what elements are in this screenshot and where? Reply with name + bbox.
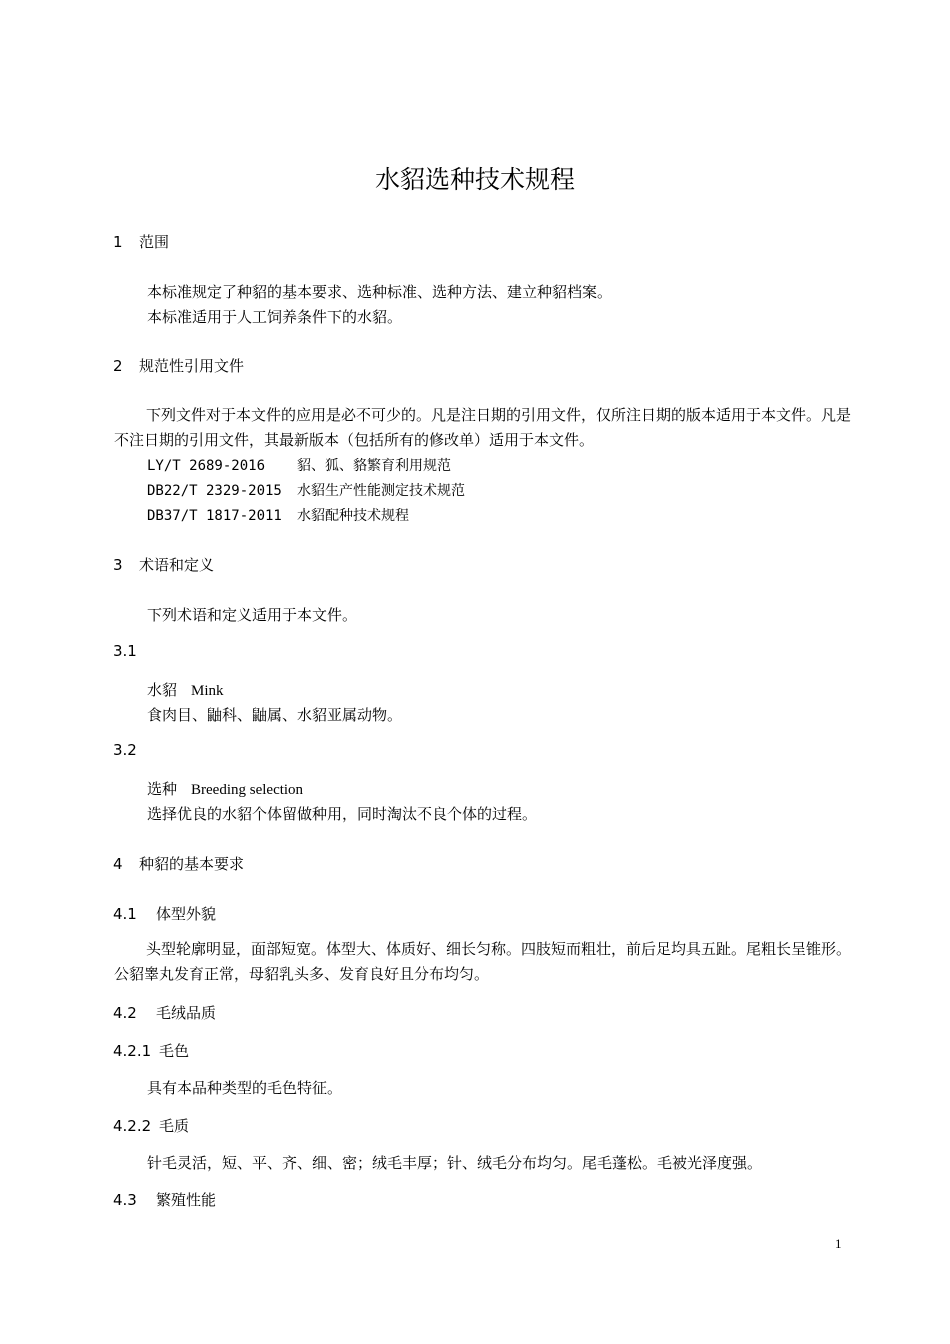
subsection-title: 毛色 — [159, 1042, 190, 1060]
term-entry — [147, 679, 224, 700]
subsection-title: 毛绒品质 — [156, 1004, 217, 1022]
subsection-4-2-1-heading — [113, 1040, 189, 1061]
section-number: 2 — [113, 357, 123, 375]
term-english: Mink — [191, 683, 224, 699]
term-number: 3.2 — [113, 741, 137, 759]
reference-title: 水貂生产性能测定技术规范 — [297, 483, 465, 499]
reference-code: DB22/T 2329-2015 — [147, 483, 282, 499]
subsection-4-2-heading — [113, 1002, 216, 1023]
paragraph: 头型轮廓明显，面部短宽。体型大、体质好、细长匀称。四肢短而粗壮，前后足均具五趾。尾粗长呈锥形。公貂睾丸发育正常，母貂乳头多、发育良好且分布均匀。 — [114, 940, 852, 983]
document-title: 水貂选种技术规程 — [374, 165, 575, 194]
paragraph: 下列术语和定义适用于本文件。 — [147, 606, 358, 624]
reference-title: 貂、狐、貉繁育利用规范 — [297, 458, 451, 474]
paragraph: 本标准适用于人工饲养条件下的水貂。 — [147, 308, 403, 326]
section-1-heading — [113, 231, 169, 252]
section-2-heading — [113, 355, 244, 376]
subsection-number: 4.2.1 — [113, 1042, 152, 1060]
section-number: 4 — [113, 855, 123, 873]
paragraph: 具有本品种类型的毛色特征。 — [147, 1079, 343, 1097]
term-chinese: 选种 — [147, 780, 178, 798]
reference-code: DB37/T 1817-2011 — [147, 508, 282, 524]
subsection-title: 毛质 — [159, 1117, 190, 1135]
subsection-number: 4.3 — [113, 1191, 137, 1209]
section-title: 规范性引用文件 — [139, 357, 245, 375]
section-3-heading — [113, 554, 214, 575]
subsection-number: 4.2 — [113, 1004, 137, 1022]
subsection-4-1-heading — [113, 903, 216, 924]
reference-item — [147, 455, 451, 475]
reference-code: LY/T 2689-2016 — [147, 458, 266, 474]
term-definition: 食肉目、鼬科、鼬属、水貂亚属动物。 — [147, 706, 403, 724]
subsection-title: 繁殖性能 — [156, 1191, 217, 1209]
reference-item — [147, 480, 465, 500]
paragraph: 针毛灵活，短、平、齐、细、密；绒毛丰厚；针、绒毛分布均匀。尾毛蓬松。毛被光泽度强。 — [147, 1154, 763, 1172]
paragraph: 下列文件对于本文件的应用是必不可少的。凡是注日期的引用文件，仅所注日期的版本适用于本文件。凡是不注日期的引用文件，其最新版本（包括所有的修改单）适用于本文件。 — [114, 406, 852, 449]
section-4-heading — [113, 853, 244, 874]
page-number: 1 — [835, 1236, 842, 1251]
term-chinese: 水貂 — [147, 681, 178, 699]
subsection-number: 4.1 — [113, 905, 137, 923]
subsection-4-2-2-heading — [113, 1115, 189, 1136]
term-number: 3.1 — [113, 642, 137, 660]
paragraph: 本标准规定了种貂的基本要求、选种标准、选种方法、建立种貂档案。 — [147, 283, 613, 301]
reference-item — [147, 505, 409, 525]
term-english: Breeding selection — [191, 782, 304, 798]
section-number: 3 — [113, 556, 123, 574]
term-definition: 选择优良的水貂个体留做种用，同时淘汰不良个体的过程。 — [147, 805, 538, 823]
term-entry — [147, 778, 303, 799]
section-number: 1 — [113, 233, 123, 251]
subsection-4-3-heading — [113, 1189, 216, 1210]
section-title: 种貂的基本要求 — [139, 855, 245, 873]
section-title: 范围 — [139, 233, 170, 251]
subsection-number: 4.2.2 — [113, 1117, 152, 1135]
section-title: 术语和定义 — [139, 556, 215, 574]
reference-title: 水貂配种技术规程 — [297, 508, 409, 524]
subsection-title: 体型外貌 — [156, 905, 217, 923]
